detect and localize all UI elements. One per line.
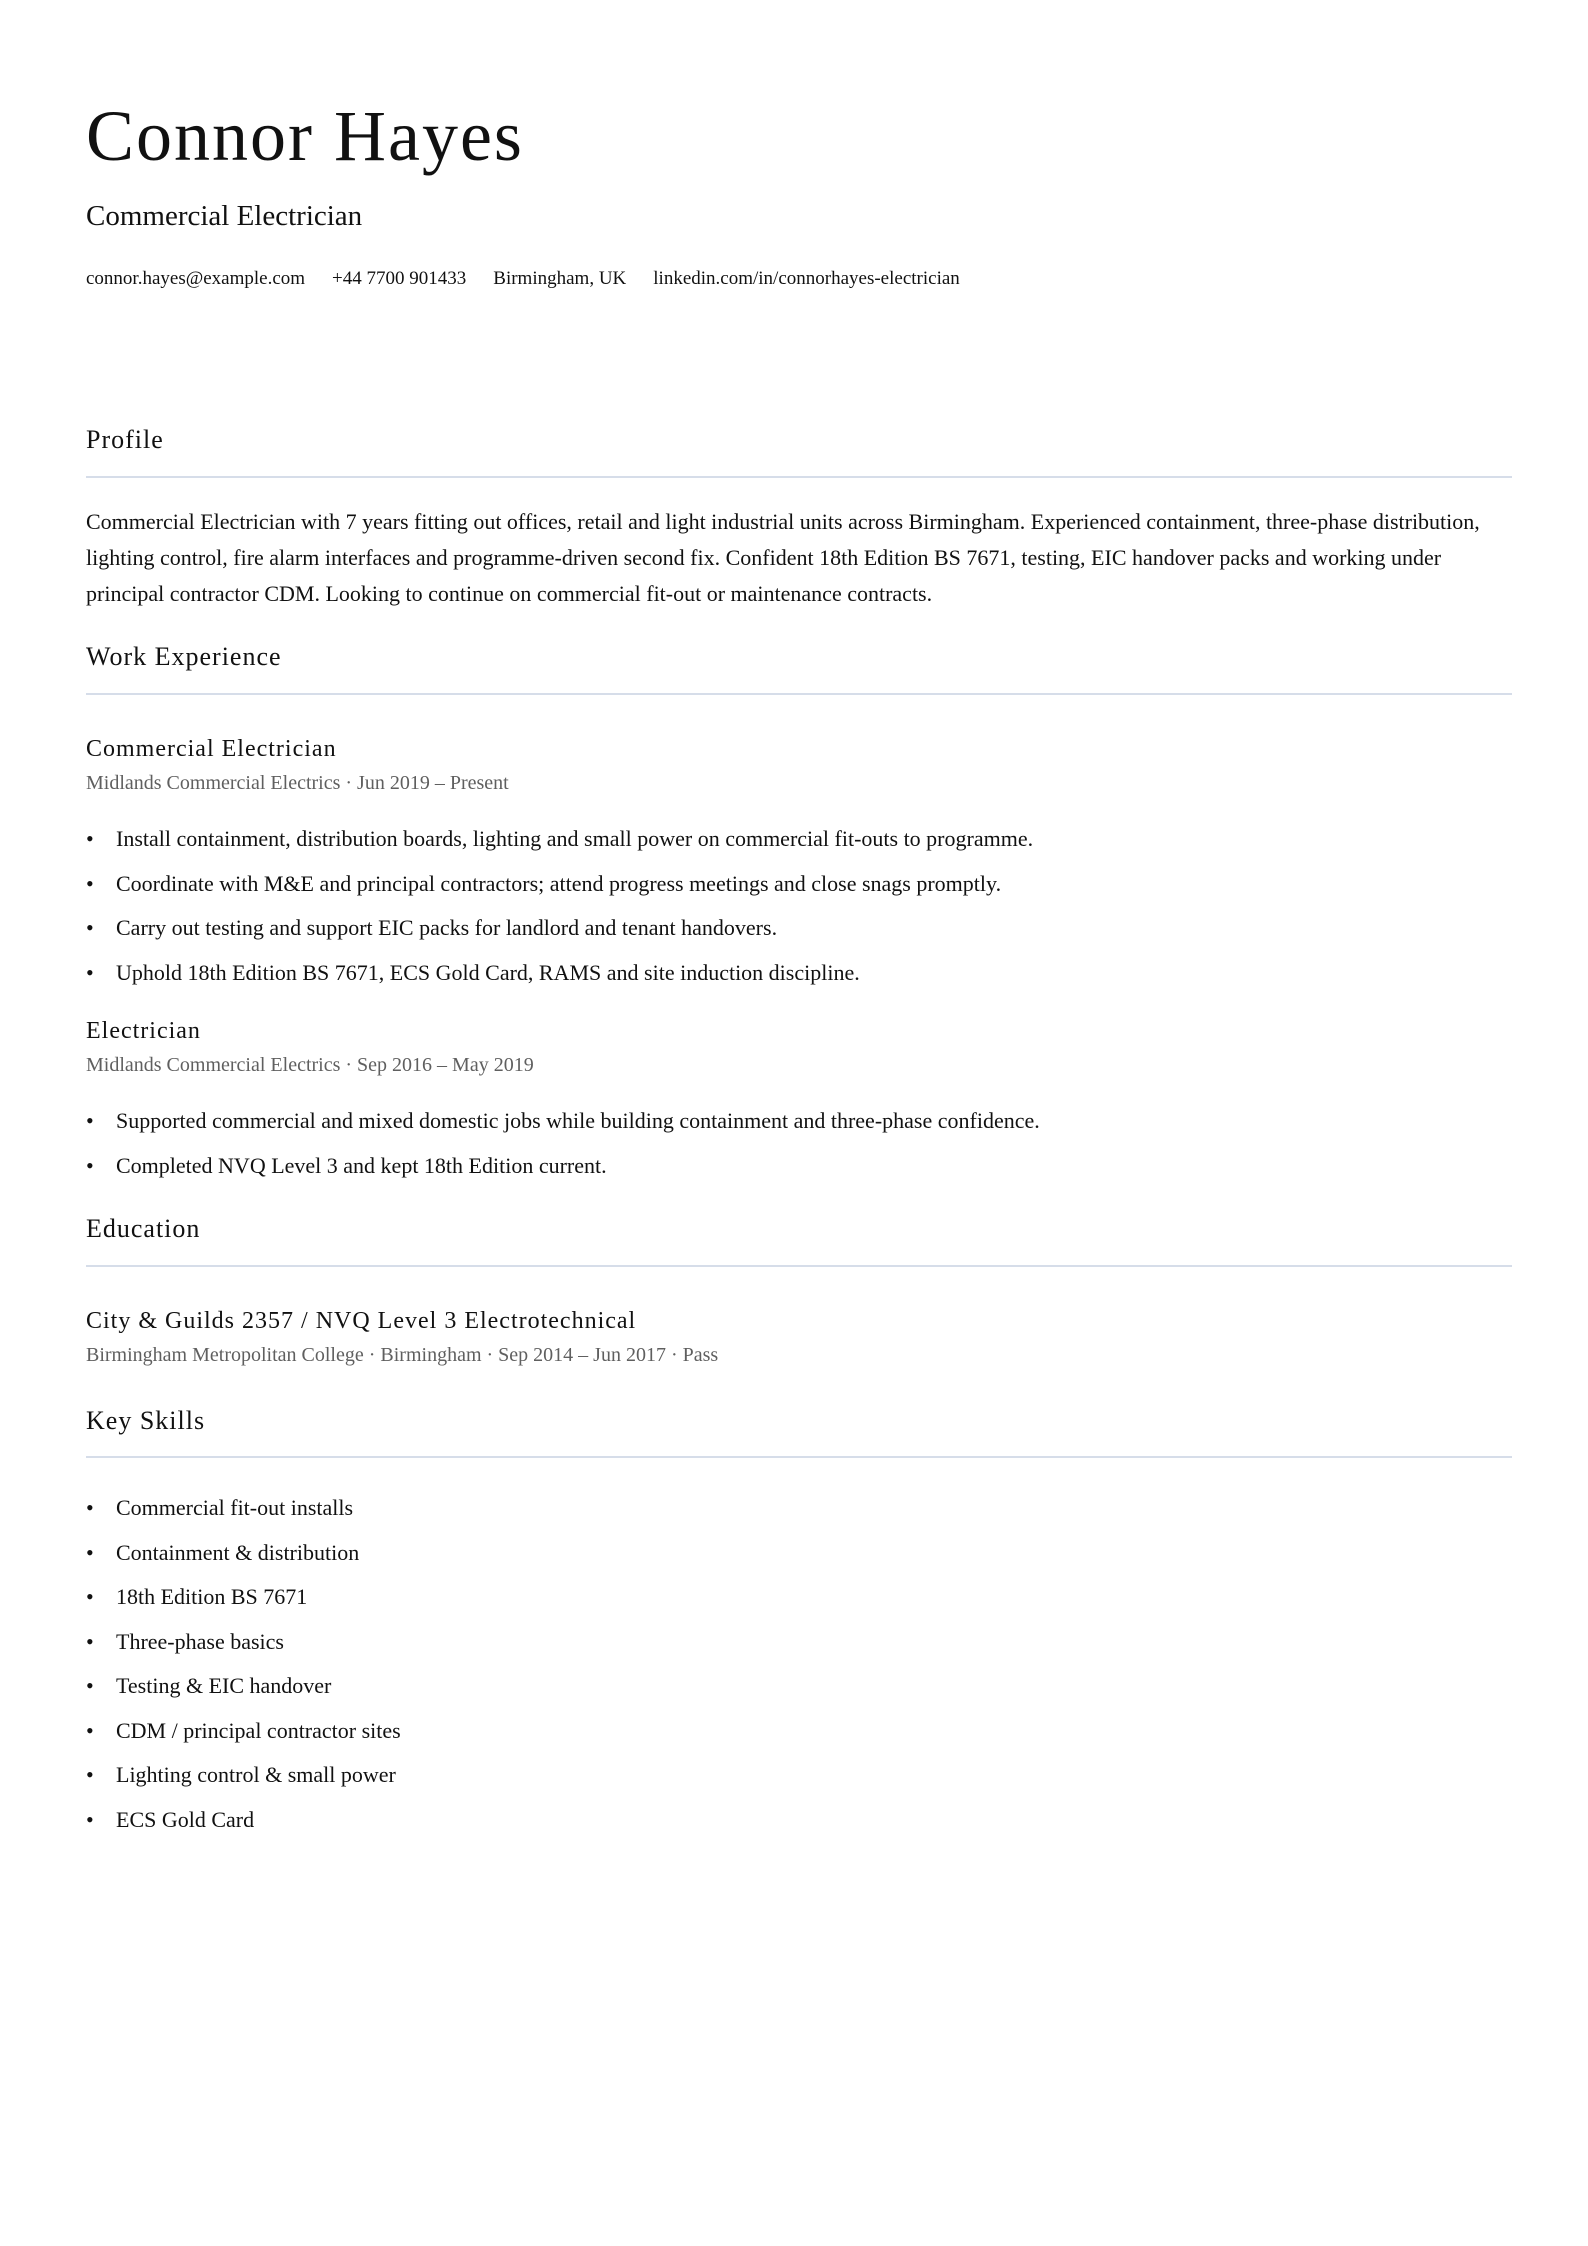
section-title-education: Education xyxy=(86,1214,201,1243)
section-title-skills: Key Skills xyxy=(86,1406,206,1435)
section-title-profile: Profile xyxy=(86,425,164,454)
skill-item: • ECS Gold Card xyxy=(86,1806,401,1851)
contact-phone: +44 7700 901433 xyxy=(332,268,467,289)
contact-location: Birmingham, UK xyxy=(493,268,627,289)
skill-item: • Containment & distribution xyxy=(86,1539,401,1584)
job-bullets xyxy=(86,1107,1040,1196)
job-bullet: • Coordinate with M&E and principal contractors; attend progress meetings and close snags promptly. xyxy=(86,870,1033,915)
job-title: Commercial Electrician xyxy=(86,736,337,762)
profile-summary: Commercial Electrician with 7 years fitting out offices, retail and light industrial units across Birmingham. Experienced containment, three-phase distribution, lighting control, fire alarm interfaces and programme-driven second fix. Confident 18th Edition BS 7671, testing, EIC handover packs and working under principal contractor CDM. Looking to continue on commercial fit-out or maintenance contracts. xyxy=(86,509,1480,606)
contact-email[interactable]: connor.hayes@example.com xyxy=(86,268,306,289)
section-divider xyxy=(86,1265,1512,1267)
job-bullet: • Supported commercial and mixed domestic jobs while building containment and three-phase confidence. xyxy=(86,1107,1040,1152)
skills-list xyxy=(86,1494,401,1850)
section-divider xyxy=(86,693,1512,695)
job-bullet: • Carry out testing and support EIC packs for landlord and tenant handovers. xyxy=(86,914,1033,959)
job-title: Electrician xyxy=(86,1018,201,1044)
contact-linkedin[interactable]: linkedin.com/in/connorhayes-electrician xyxy=(653,268,960,289)
section-divider xyxy=(86,1456,1512,1458)
section-title-experience: Work Experience xyxy=(86,642,282,671)
education-meta: Birmingham Metropolitan College · Birmingham · Sep 2014 – Jun 2017 · Pass xyxy=(86,1344,719,1366)
job-bullet: • Completed NVQ Level 3 and kept 18th Edition current. xyxy=(86,1152,1040,1197)
job-bullet: • Uphold 18th Edition BS 7671, ECS Gold Card, RAMS and site induction discipline. xyxy=(86,959,1033,1004)
skill-item: • Lighting control & small power xyxy=(86,1761,401,1806)
job-meta: Midlands Commercial Electrics · Jun 2019 – Present xyxy=(86,772,509,794)
skill-item: • Commercial fit-out installs xyxy=(86,1494,401,1539)
job-meta: Midlands Commercial Electrics · Sep 2016 – May 2019 xyxy=(86,1054,534,1076)
candidate-role: Commercial Electrician xyxy=(86,200,363,232)
skill-item: • Testing & EIC handover xyxy=(86,1672,401,1717)
skill-item: • Three-phase basics xyxy=(86,1628,401,1673)
skill-item: • CDM / principal contractor sites xyxy=(86,1717,401,1762)
contact-line xyxy=(86,266,960,292)
job-bullets xyxy=(86,825,1033,1003)
skill-item: • 18th Edition BS 7671 xyxy=(86,1583,401,1628)
job-bullet: • Install containment, distribution boards, lighting and small power on commercial fit-outs to programme. xyxy=(86,825,1033,870)
candidate-name: Connor Hayes xyxy=(86,96,524,176)
education-title: City & Guilds 2357 / NVQ Level 3 Electrotechnical xyxy=(86,1308,637,1334)
section-divider xyxy=(86,476,1512,478)
